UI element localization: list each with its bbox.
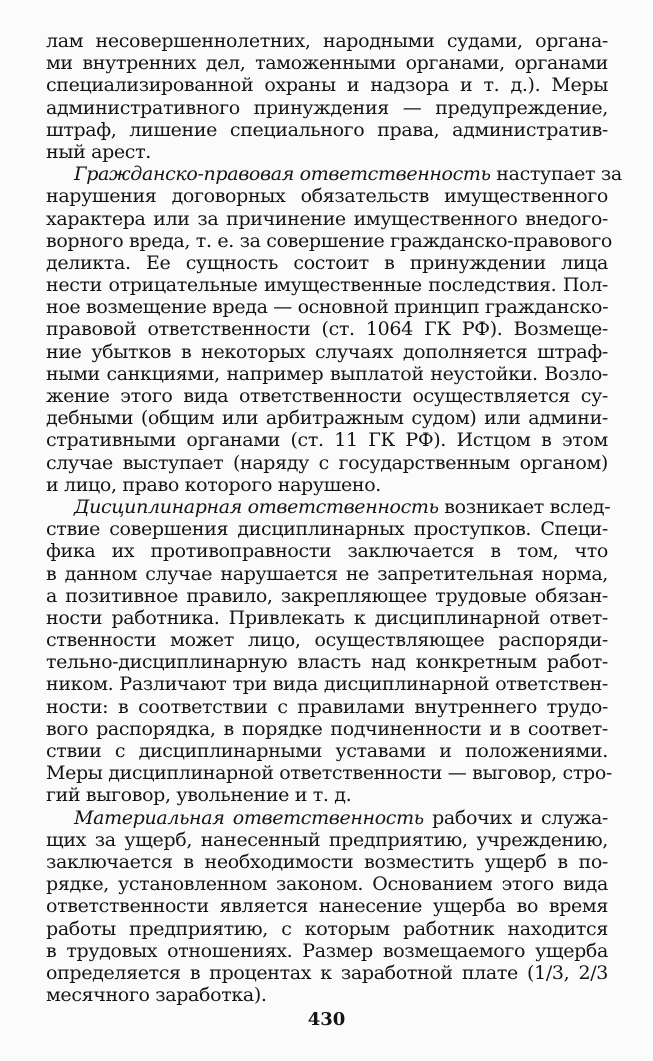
line-text: в данном случае нарушается не запретительная норма,	[46, 562, 608, 585]
line-text: вого распорядка, в порядке подчиненности и в соответ-	[46, 717, 608, 740]
text-line	[46, 807, 608, 829]
line-text: ответственности является нанесение ущерба во время	[46, 895, 608, 918]
line-text: ными санкциями, например выплатой неустойки. Возло-	[46, 362, 608, 385]
line-text: ное возмещение вреда — основной принцип гражданско-	[46, 296, 609, 319]
line-text: нарушения договорных обязательств имущественного	[46, 185, 608, 208]
page-number: 430	[307, 1009, 346, 1030]
line-text: случае выступает (наряду с государственным органом)	[46, 451, 608, 474]
text-line	[46, 495, 611, 518]
line-text: возникает вслед-	[438, 495, 611, 518]
line-text: ствии с дисциплинарными уставами и положениями.	[46, 740, 608, 762]
text-line	[46, 851, 608, 873]
line-text: а позитивное правило, закрепляющее трудовые обязан-	[46, 584, 608, 607]
text-line	[46, 30, 608, 52]
text-line	[46, 407, 608, 429]
text-line	[46, 962, 608, 984]
line-text: ствие совершения дисциплинарных проступков. Специ-	[46, 518, 608, 541]
line-text: специализированной охраны и надзора и т. д.). Меры	[46, 74, 608, 97]
text-line	[46, 163, 622, 186]
line-text: рабочих и служа-	[423, 806, 608, 829]
text-line	[46, 740, 608, 762]
text-line	[46, 229, 612, 252]
term-italic: Материальная ответственность	[74, 806, 424, 829]
line-text: Меры дисциплинарной ответственности — выговор, стро-	[46, 762, 612, 785]
text-line	[46, 341, 608, 363]
line-text: работы предприятию, с которым работник находится	[46, 917, 608, 940]
text-line	[46, 984, 608, 1006]
line-text: заключается в необходимости возместить ущерб в по-	[46, 850, 608, 873]
term-italic: Гражданско-правовая ответственность	[74, 163, 491, 186]
line-text: административного принуждения — предупреждение,	[46, 96, 608, 119]
line-text: ние убытков в некоторых случаях дополняется штраф-	[46, 340, 608, 363]
line-text: нести отрицательные имущественные последствия. Пол-	[46, 274, 608, 297]
text-line	[46, 673, 608, 695]
text-line	[46, 97, 608, 119]
line-text: штраф, лишение специального права, административ-	[46, 118, 608, 141]
line-text: ником. Различают три вида дисциплинарной ответствен-	[46, 673, 608, 696]
text-line	[46, 208, 608, 230]
line-text: дебными (общим или арбитражным судом) или админи-	[46, 407, 608, 430]
text-line	[46, 563, 608, 585]
text-line	[46, 252, 608, 274]
text-line	[46, 918, 608, 940]
text-line	[46, 363, 608, 385]
text-line	[46, 74, 608, 96]
text-line	[46, 141, 608, 163]
line-text: жение этого вида ответственности осуществляется су-	[46, 385, 608, 407]
line-text: и лицо, право которого нарушено.	[46, 473, 381, 496]
body-text	[46, 30, 622, 1007]
text-line	[46, 651, 608, 673]
term-italic: Дисциплинарная ответственность	[74, 495, 439, 518]
line-text: деликта. Ее сущность состоит в принуждении лица	[46, 251, 608, 274]
text-line	[46, 52, 608, 74]
text-line	[46, 474, 608, 496]
text-line	[46, 607, 608, 629]
line-text: стративными органами (ст. 11 ГК РФ). Истцом в этом	[46, 429, 608, 452]
text-line	[46, 585, 608, 607]
line-text: правовой ответственности (ст. 1064 ГК РФ). Возмеще-	[46, 318, 608, 341]
line-text: характера или за причинение имущественного внедого-	[46, 207, 608, 230]
text-line	[46, 940, 608, 962]
text-line	[46, 385, 608, 407]
text-line	[46, 696, 608, 718]
text-line	[46, 318, 608, 340]
line-text: ми внутренних дел, таможенными органами, органами	[46, 52, 608, 75]
text-line	[46, 540, 608, 562]
text-line	[46, 274, 608, 296]
line-text: месячного заработка).	[46, 984, 267, 1007]
text-line	[46, 119, 608, 141]
text-line	[46, 452, 608, 474]
line-text: гий выговор, увольнение и т. д.	[46, 784, 352, 807]
line-text: лам несовершеннолетних, народными судами, органа-	[46, 30, 608, 52]
line-text: определяется в процентах к заработной плате (1/3, 2/3	[46, 961, 608, 984]
text-line	[46, 185, 608, 207]
text-line	[46, 296, 608, 318]
line-text: ворного вреда, т. е. за совершение гражданско-правового	[46, 229, 612, 252]
line-text: ный арест.	[46, 140, 151, 163]
line-text: ственности может лицо, осуществляющее распоряди-	[46, 629, 608, 652]
line-text: тельно-дисциплинарную власть над конкретным работ-	[46, 651, 608, 674]
line-text: ности работника. Привлекать к дисциплинарной ответ-	[46, 606, 608, 629]
text-line	[46, 429, 608, 451]
line-text: щих за ущерб, нанесенный предприятию, учреждению,	[46, 828, 608, 851]
text-line	[46, 718, 608, 740]
line-text: рядке, установленном законом. Основанием этого вида	[46, 873, 608, 896]
text-line	[46, 629, 608, 651]
text-line	[46, 518, 608, 540]
text-line	[46, 762, 612, 785]
line-text: наступает за	[490, 163, 622, 186]
line-text: фика их противоправности заключается в том, что	[46, 540, 608, 563]
line-text: ности: в соответствии с правилами внутреннего трудо-	[46, 695, 608, 718]
text-line	[46, 873, 608, 895]
text-line	[46, 895, 608, 917]
text-line	[46, 784, 608, 806]
text-line	[46, 829, 608, 851]
line-text: в трудовых отношениях. Размер возмещаемого ущерба	[46, 939, 608, 962]
